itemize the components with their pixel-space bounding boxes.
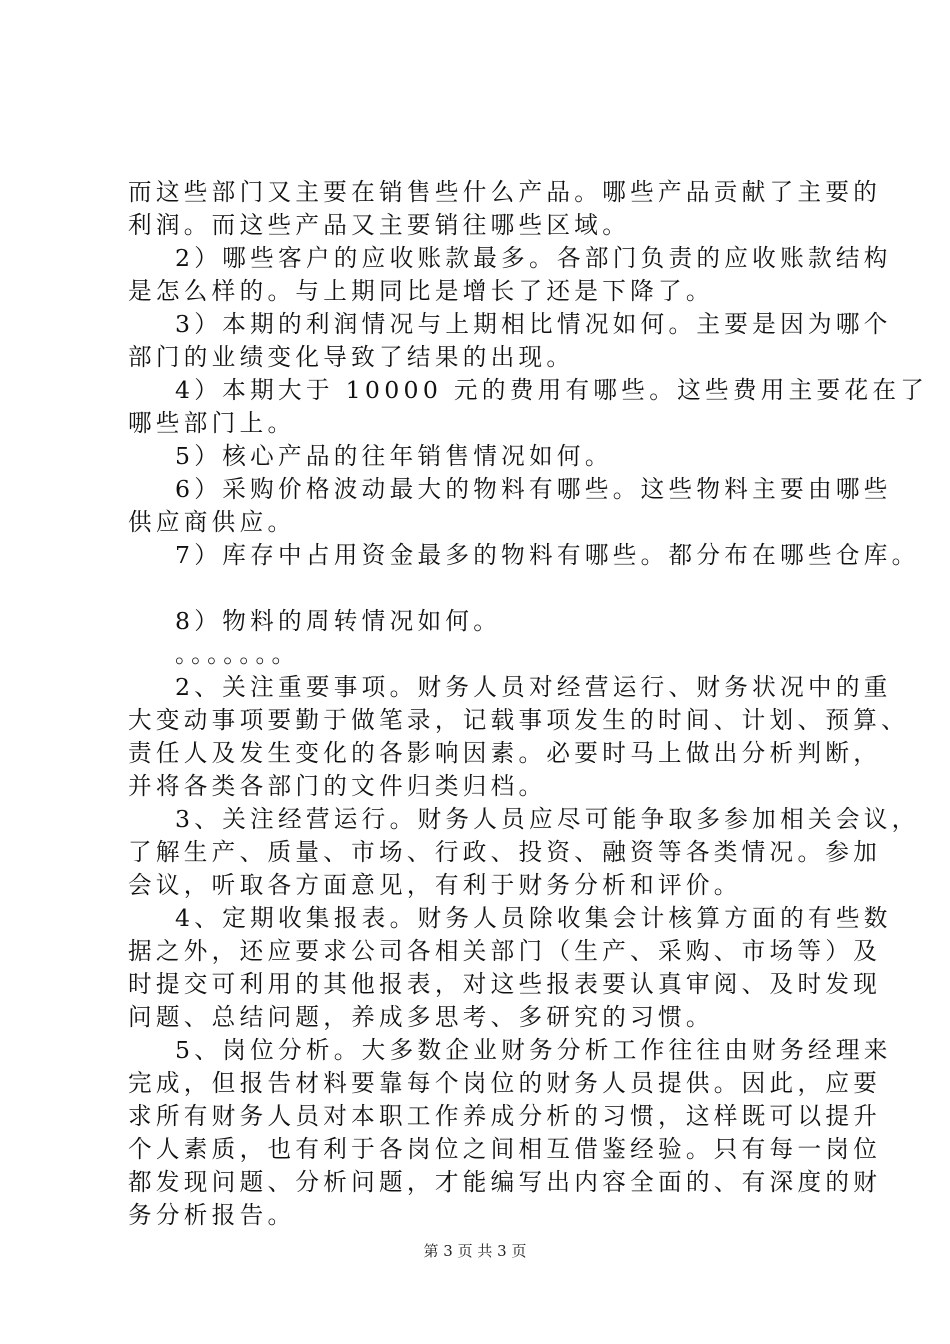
paragraph-line: 个人素质，也有利于各岗位之间相互借鉴经验。只有每一岗位	[128, 1135, 882, 1163]
paragraph-line: 6）采购价格波动最大的物料有哪些。这些物料主要由哪些	[175, 475, 892, 503]
document-body	[128, 176, 929, 1232]
paragraph-line: 8）物料的周转情况如何。	[175, 607, 502, 635]
page-number-footer: 第 3 页 共 3 页	[423, 1242, 527, 1260]
paragraph-line: 时提交可利用的其他报表，对这些报表要认真审阅、及时发现	[128, 970, 882, 998]
paragraph-line: 利润。而这些产品又主要销往哪些区域。	[128, 211, 631, 239]
paragraph-line: 并将各类各部门的文件归类归档。	[128, 772, 547, 800]
paragraph-line: 3、关注经营运行。财务人员应尽可能争取多参加相关会议，	[175, 805, 920, 833]
paragraph-line: 4、定期收集报表。财务人员除收集会计核算方面的有些数	[175, 904, 892, 932]
paragraph-line: 责任人及发生变化的各影响因素。必要时马上做出分析判断，	[128, 739, 882, 767]
paragraph-line: 部门的业绩变化导致了结果的出现。	[128, 343, 575, 371]
paragraph-line: 据之外，还应要求公司各相关部门（生产、采购、市场等）及	[128, 937, 882, 965]
paragraph-line: 会议，听取各方面意见，有利于财务分析和评价。	[128, 871, 742, 899]
paragraph-line: 大变动事项要勤于做笔录，记载事项发生的时间、计划、预算、	[128, 706, 910, 734]
paragraph-line: 务分析报告。	[128, 1201, 296, 1229]
paragraph-line: 5、岗位分析。大多数企业财务分析工作往往由财务经理来	[175, 1036, 892, 1064]
blank-line	[128, 572, 843, 605]
paragraph-line: 完成，但报告材料要靠每个岗位的财务人员提供。因此，应要	[128, 1069, 882, 1097]
paragraph-line: 5）核心产品的往年销售情况如何。	[175, 442, 613, 470]
paragraph-line: 求所有财务人员对本职工作养成分析的习惯，这样既可以提升	[128, 1102, 882, 1130]
paragraph-line: 4）本期大于 10000 元的费用有哪些。这些费用主要花在了	[175, 376, 929, 404]
paragraph-line: 问题、总结问题，养成多思考、多研究的习惯。	[128, 1003, 714, 1031]
paragraph-line: 7）库存中占用资金最多的物料有哪些。都分布在哪些仓库。	[175, 541, 920, 569]
paragraph-line: 2）哪些客户的应收账款最多。各部门负责的应收账款结构	[175, 244, 892, 272]
paragraph-line: 供应商供应。	[128, 508, 296, 536]
paragraph-line: 都发现问题、分析问题，才能编写出内容全面的、有深度的财	[128, 1168, 882, 1196]
paragraph-line: 2、关注重要事项。财务人员对经营运行、财务状况中的重	[175, 673, 892, 701]
ellipsis-line: 。。。。。。。	[175, 640, 300, 668]
paragraph-line: 3）本期的利润情况与上期相比情况如何。主要是因为哪个	[175, 310, 892, 338]
paragraph-line: 是怎么样的。与上期同比是增长了还是下降了。	[128, 277, 714, 305]
paragraph-line: 了解生产、质量、市场、行政、投资、融资等各类情况。参加	[128, 838, 882, 866]
paragraph-line: 哪些部门上。	[128, 409, 296, 437]
paragraph-line: 而这些部门又主要在销售些什么产品。哪些产品贡献了主要的	[128, 178, 882, 206]
